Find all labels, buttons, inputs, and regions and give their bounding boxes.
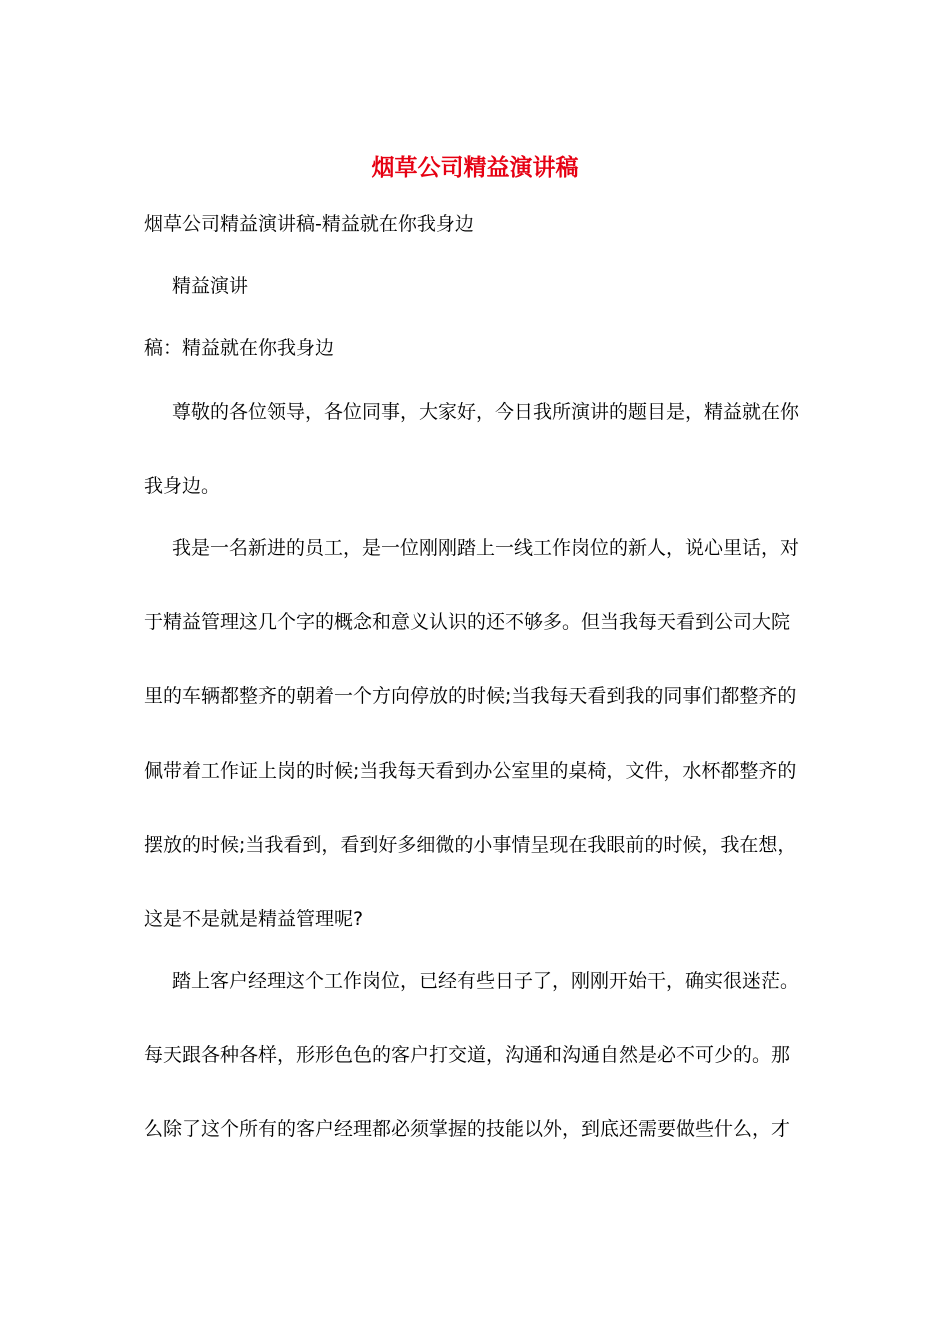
paragraph-line: 里的车辆都整齐的朝着一个方向停放的时候;当我每天看到我的同事们都整齐的	[144, 685, 797, 707]
paragraph-line: 佩带着工作证上岗的时候;当我每天看到办公室里的桌椅，文件，水杯都整齐的	[144, 760, 797, 782]
paragraph-line: 摆放的时候;当我看到，看到好多细微的小事情呈现在我眼前的时候，我在想，	[144, 834, 797, 856]
paragraph-line: 尊敬的各位领导，各位同事，大家好，今日我所演讲的题目是，精益就在你	[172, 401, 800, 423]
paragraph-line: 每天跟各种各样，形形色色的客户打交道，沟通和沟通自然是必不可少的。那	[144, 1044, 791, 1066]
paragraph-line: 么除了这个所有的客户经理都必须掌握的技能以外，到底还需要做些什么，才	[144, 1118, 791, 1140]
paragraph-line: 踏上客户经理这个工作岗位，已经有些日子了，刚刚开始干，确实很迷茫。	[172, 970, 800, 992]
document-title: 烟草公司精益演讲稿	[371, 155, 579, 181]
paragraph-line: 这是不是就是精益管理呢?	[144, 908, 364, 930]
text-line: 稿：精益就在你我身边	[144, 337, 335, 359]
text-line: 精益演讲	[172, 275, 249, 297]
paragraph-line: 于精益管理这几个字的概念和意义认识的还不够多。但当我每天看到公司大院	[144, 611, 791, 633]
subtitle-line: 烟草公司精益演讲稿-精益就在你我身边	[144, 213, 474, 235]
paragraph-line: 我是一名新进的员工，是一位刚刚踏上一线工作岗位的新人，说心里话，对	[172, 537, 800, 559]
paragraph-line: 我身边。	[144, 475, 221, 497]
